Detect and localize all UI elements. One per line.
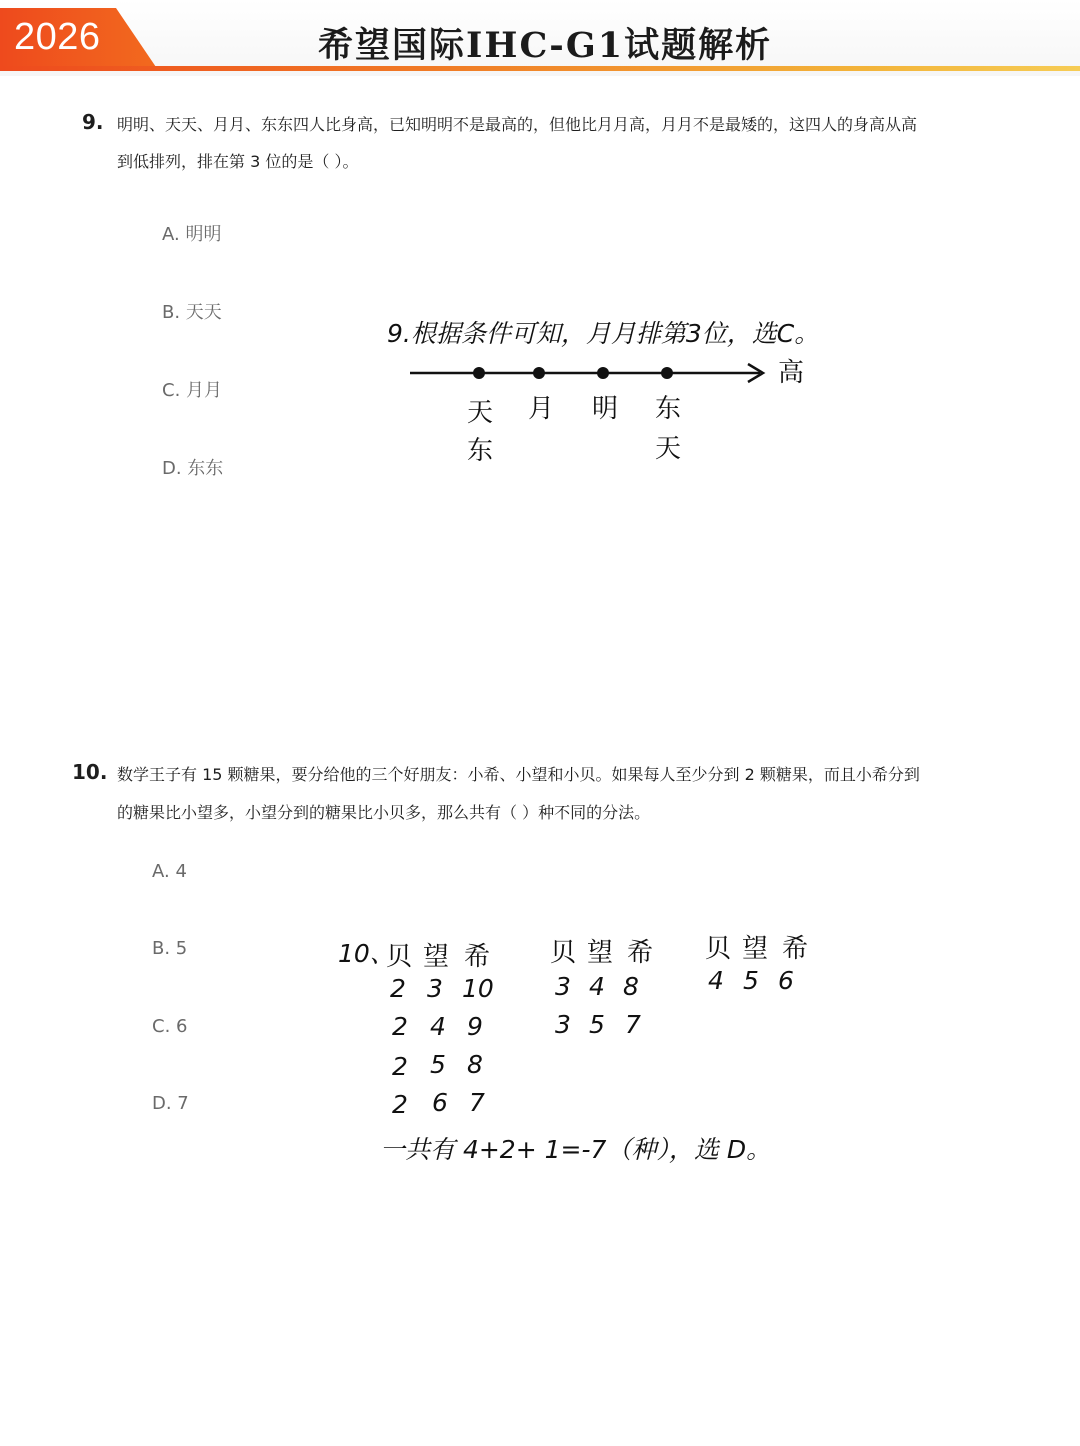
g1-row2-wang: 4 [430,1012,446,1041]
q10-text-line1: 数学王子有 15 颗糖果，要分给他的三个好朋友：小希、小望和小贝。如果每人至少分到 2 颗糖果，而且小希分到 [117,765,920,784]
axis-point-1-bottom: 东 [467,436,494,466]
q9-option-c[interactable]: C. 月月 [162,380,223,401]
g1-row3-bei: 2 [392,1052,408,1081]
q9-option-a[interactable]: A. 明明 [162,224,222,245]
q10-option-a[interactable]: A. 4 [152,861,187,882]
axis-point-2-top: 月 [528,394,555,424]
q9-text-line1: 明明、天天、月月、东东四人比身高，已知明明不是最高的，但他比月月高，月月不是最矮的，这四人的身高从高 [117,115,918,134]
g2-row1-wang: 4 [589,972,605,1001]
axis-point-1-top: 天 [467,398,494,428]
q10-solution-total: 一共有 4+2+ 1=-7（种），选 D。 [380,1135,772,1164]
g3-row1-xi: 6 [778,966,794,995]
g3-header-bei: 贝 [705,934,732,964]
q10-text-line2: 的糖果比小望多，小望分到的糖果比小贝多，那么共有（ ）种不同的分法。 [117,803,651,822]
q10-option-d[interactable]: D. 7 [152,1093,189,1114]
g2-row1-bei: 3 [555,972,571,1001]
g1-row4-bei: 2 [392,1090,408,1119]
q9-option-d[interactable]: D. 东东 [162,458,224,479]
g2-row2-bei: 3 [555,1010,571,1039]
g1-row3-wang: 5 [430,1050,446,1079]
header-divider [0,66,1080,71]
g3-header-wang: 望 [742,934,769,964]
g1-header-wang: 望 [423,942,450,972]
g1-row4-xi: 7 [469,1088,485,1117]
year-badge-text: 2026 [14,16,101,58]
g2-header-bei: 贝 [550,938,577,968]
g1-row3-xi: 8 [467,1050,483,1079]
q10-option-b[interactable]: B. 5 [152,938,188,959]
q9-text-line2: 到低排列，排在第 3 位的是（ ）。 [117,152,359,171]
axis-point-3-top: 明 [592,394,619,424]
axis-point-4-top: 东 [655,394,682,424]
q9-axis-label: 高 [778,358,805,388]
q9-number: 9. [82,110,104,134]
g3-row1-bei: 4 [708,966,724,995]
g1-row1-xi: 10 [462,974,494,1003]
g3-header-xi: 希 [782,934,809,964]
q10-option-c[interactable]: C. 6 [152,1016,188,1037]
axis-point-4-bottom: 天 [655,434,682,464]
g1-row2-xi: 9 [467,1012,483,1041]
g2-row2-wang: 5 [589,1010,605,1039]
g1-header-bei: 贝 [386,942,413,972]
g1-row1-wang: 3 [427,974,443,1003]
g2-row1-xi: 8 [623,972,639,1001]
q9-solution-note: 9.根据条件可知，月月排第3位，选C。 [387,319,820,348]
g2-row2-xi: 7 [625,1010,641,1039]
q10-number: 10. [72,760,108,784]
q10-solution-prefix: 10、 [338,939,395,968]
axis-point-3 [597,367,609,379]
g1-row4-wang: 6 [432,1088,448,1117]
page-title: 希望国际IHC-G1试题解析 [318,25,773,66]
g1-header-xi: 希 [464,942,491,972]
axis-point-4 [661,367,673,379]
axis-point-2 [533,367,545,379]
q9-option-b[interactable]: B. 天天 [162,302,222,323]
g2-header-xi: 希 [627,938,654,968]
g3-row1-wang: 5 [743,966,759,995]
g2-header-wang: 望 [587,938,614,968]
axis-point-1 [473,367,485,379]
g1-row1-bei: 2 [390,974,406,1003]
q9-height-axis [405,358,775,388]
g1-row2-bei: 2 [392,1012,408,1041]
